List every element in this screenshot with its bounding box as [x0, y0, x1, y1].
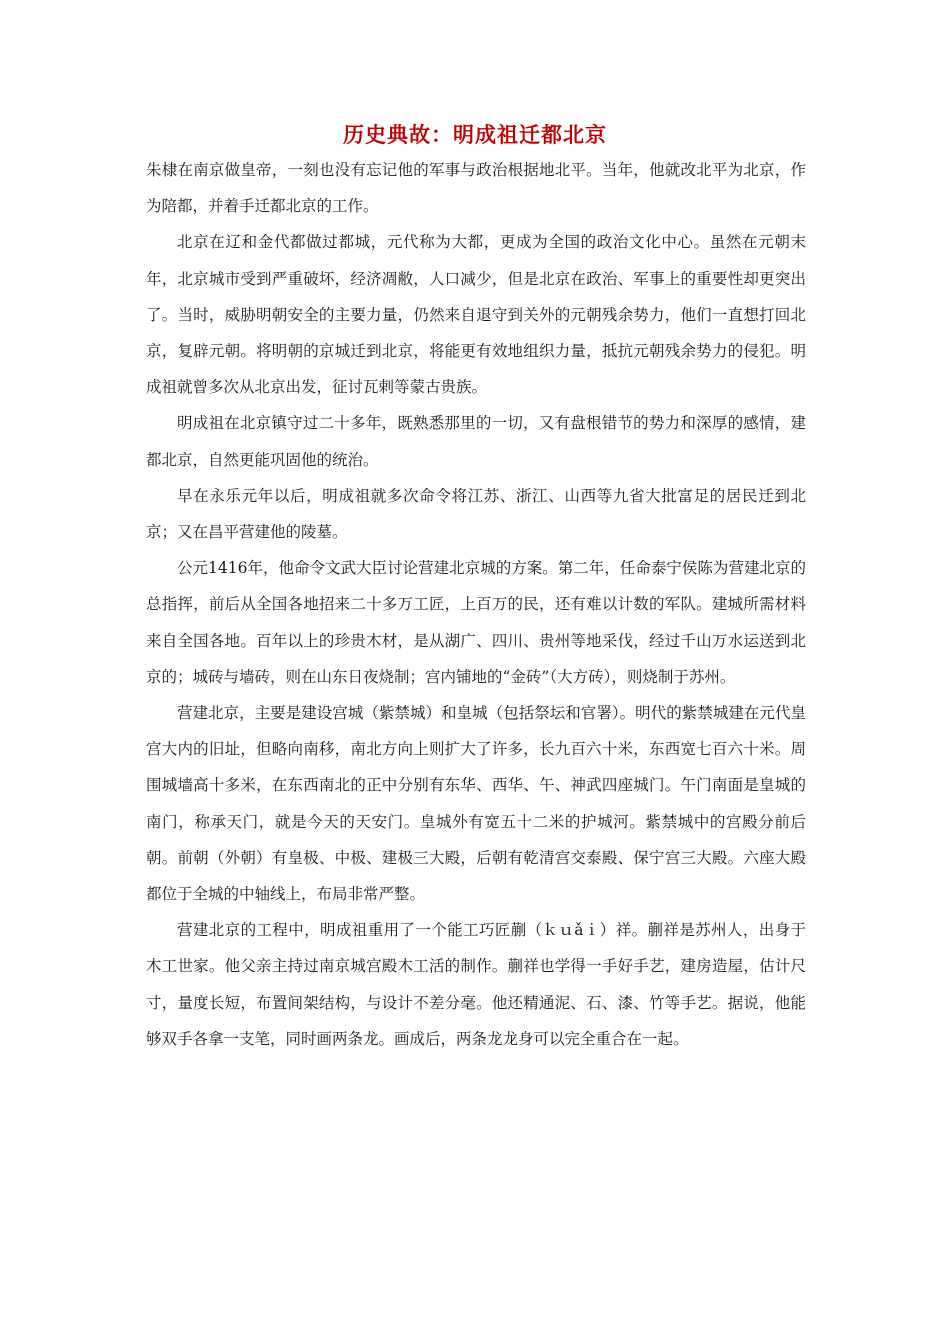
paragraph-7: 营建北京的工程中，明成祖重用了一个能工巧匠蒯（ｋｕǎｉ）祥。蒯祥是苏州人，出身于木工世家。他父亲主持过南京城宫殿木工活的制作。蒯祥也学得一手好手艺，建房造屋，估计尺寸，量度长短，布置间架结构，与设计不差分毫。他还精通泥、石、漆、竹等手艺。据说，他能够双手各拿一支笔，同时画两条龙。画成后，两条龙龙身可以完全重合在一起。 [146, 921, 806, 1048]
paragraph-3: 明成祖在北京镇守过二十多年，既熟悉那里的一切，又有盘根错节的势力和深厚的感情，建都北京，自然更能巩固他的统治。 [146, 414, 806, 469]
paragraph-6: 营建北京，主要是建设宫城（紫禁城）和皇城（包括祭坛和官署）。明代的紫禁城建在元代皇宫大内的旧址，但略向南移，南北方向上则扩大了许多，长九百六十米，东西宽七百六十米。周围城墙高十多米，在东西南北的正中分别有东华、西华、午、神武四座城门。午门南面是皇城的南门，称承天门，就是今天的天安门。皇城外有宽五十二米的护城河。紫禁城中的宫殿分前后朝。前朝（外朝）有皇极、中极、建极三大殿，后朝有乾清宫交泰殿、保宁宫三大殿。六座大殿都位于全城的中轴线上，布局非常严整。 [146, 704, 806, 904]
paragraph-4: 早在永乐元年以后，明成祖就多次命令将江苏、浙江、山西等九省大批富足的居民迁到北京；又在昌平营建他的陵墓。 [146, 486, 806, 542]
paragraph-1: 朱棣在南京做皇帝，一刻也没有忘记他的军事与政治根据地北平。当年，他就改北平为北京，作为陪都，并着手迁都北京的工作。 [146, 161, 806, 216]
document-title: 历史典故：明成祖迁都北京 [343, 123, 607, 147]
paragraph-2: 北京在辽和金代都做过都城，元代称为大都，更成为全国的政治文化中心。虽然在元朝末年，北京城市受到严重破坏，经济凋敝，人口减少，但是北京在政治、军事上的重要性却更突出了。当时，威胁明朝安全的主要力量，仍然来自退守到关外的元朝残余势力，他们一直想打回北京，复辟元朝。将明朝的京城迁到北京，将能更有效地组织力量，抵抗元朝残余势力的侵犯。明成祖就曾多次从北京出发，征讨瓦剌等蒙古贵族。 [146, 233, 806, 397]
paragraph-5: 公元1416年，他命令文武大臣讨论营建北京城的方案。第二年，任命泰宁侯陈为营建北京的总指挥，前后从全国各地招来二十多万工匠，上百万的民，还有难以计数的军队。建城所需材料来自全国各地。百年以上的珍贵木材，是从湖广、四川、贵州等地采伐，经过千山万水运送到北京的；城砖与墙砖，则在山东日夜烧制；宫内铺地的“金砖”（大方砖），则烧制于苏州。 [146, 559, 806, 686]
document-body [146, 152, 806, 1057]
